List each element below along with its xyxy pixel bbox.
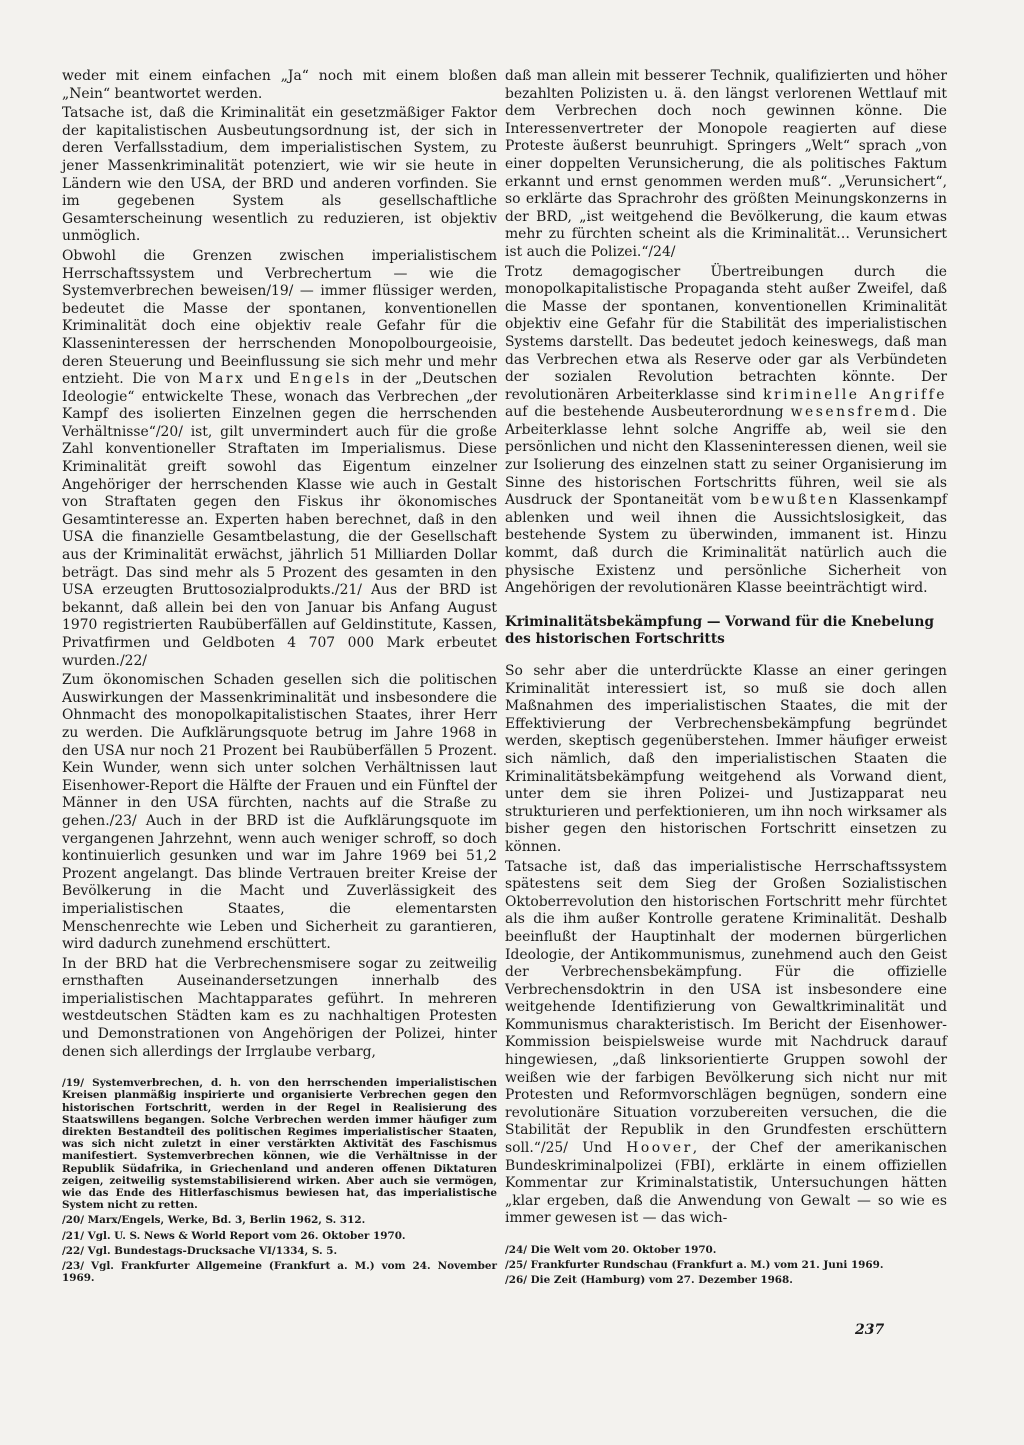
footnote-25: /25/ Frankfurter Rundschau (Frankfurt a. M.) vom 21. Juni 1969. (505, 1259, 884, 1272)
section-heading: Kriminalitätsbekämpfung — Vorwand für die Knebelung des historischen Fortschritts (505, 613, 934, 648)
footnote-23: /23/ Vgl. Frankfurter Allgemeine (Frankfurt a. M.) vom 24. November 1969. (62, 1260, 497, 1285)
spaced-wesensfremd: wesensfremd (790, 404, 912, 421)
right-paragraph-1b: auf die bestehende Ausbeuterordnung (505, 404, 784, 421)
name-engels: Engels (289, 371, 353, 388)
right-paragraph-1 (505, 264, 947, 598)
left-paragraph-4: In der BRD hat die Verbrechensmisere sogar zu zeitweilig ernsthaften Auseinandersetzungen innerhalb des imperialistischen Machtapparates geführt. In mehreren westdeutschen Städten kam es zu nachhaltigen Protesten und Demonstrationen von Angehörigen der Polizei, hinter denen sich allerdings der Irrglaube verbarg, (62, 955, 497, 1060)
right-footnotes (505, 1244, 947, 1287)
right-paragraph-0: daß man allein mit besserer Technik, qualifizierten und höher bezahlten Polizisten u. ä. den längst verlorenen Wettlauf mit dem Verbrechen doch noch gewinnen könne. Die Interessenvertreter der Monopole reagierten auf diese Proteste äußerst beunruhigt. Springers „Welt“ sprach „von einer doppelten Verunsicherung, die als politisches Faktum erkannt und ernst genommen werden muß“. „Verunsichert“, so erklärte das Sprachrohr des größten Meinungskonzerns in der BRD, „ist weitgehend die Bevölkerung, die kaum etwas mehr zu fürchten scheint als die Kriminalität… Verunsichert ist auch die Polizei.“/24/ (505, 68, 947, 260)
spaced-kriminelle: kriminelle Angriffe (763, 386, 947, 403)
left-paragraph-3: Zum ökonomischen Schaden gesellen sich die politischen Auswirkungen der Massenkriminalität und insbesondere die Ohnmacht des monopolkapitalistischen Staates, ihrer Herr zu werden. Die Aufklärungsquote betrug im Jahre 1968 in den USA nur noch 21 Prozent bei Raubüberfällen 5 Prozent. Kein Wunder, wenn sich unter solchen Verhältnissen laut Eisenhower-Report die Hälfte der Frauen und ein Fünftel der Männer in den USA fürchten, nachts auf die Straße zu gehen./23/ Auch in der BRD ist die Aufklärungsquote im vergangenen Jahrzehnt, wenn auch weniger schroff, so doch kontinuierlich gesunken und war im Jahre 1969 bei 51,2 Prozent angelangt. Das blinde Vertrauen breiter Kreise der Bevölkerung in die Macht und Zuverlässigkeit des imperialistischen Staates, die elementarsten Menschenrechte wie Leben und Sicherheit zu garantieren, wird dadurch zunehmend erschüttert. (62, 672, 497, 953)
footnote-26: /26/ Die Zeit (Hamburg) vom 27. Dezember 1968. (505, 1274, 793, 1287)
left-paragraph-0: weder mit einem einfachen „Ja“ noch mit einem bloßen „Nein“ beantwortet werden. (62, 68, 497, 102)
spaced-bewussten: bewußten (749, 492, 840, 509)
word-und: und (253, 371, 281, 388)
right-column (505, 68, 947, 1290)
right-paragraph-3a: Tatsache ist, daß das imperialistische Herrschaftssystem spätestens seit dem Sieg der Großen Sozialistischen Oktoberrevolution den historischen Fortschritt mehr fürchtet als die ihm außer Kontrolle geratene Kriminalität. Deshalb beeinflußt der Hauptinhalt der modernen bürgerlichen Ideologie, der Antikommunismus, zunehmend auch den Geist der Verbrechensbekämpfung. Für die offizielle Verbrechensdoktrin in den USA ist insbesondere eine weitgehende Identifizierung von Gewaltkriminalität und Kommunismus charakteristisch. Im Bericht der Eisenhower-Kommission beispielsweise wurde mit Nachdruck darauf hingewiesen, „daß linksorientierte Gruppen sowohl der weißen wie der farbigen Bevölkerung sich nicht nur mit Protesten und Reformvorschlägen begnügen, sondern eine revolutionäre Situation vorzubereiten versuchen, die die Stabilität der Republik in den Grundfesten erschüttern soll.“/25/ Und (505, 858, 947, 1157)
right-paragraph-1c: . Die Arbeiterklasse lehnt solche Angriffe ab, weil sie den persönlichen und nicht den Klasseninteressen dienen, weil sie zur Isolierung des einzelnen statt zu seiner Organisierung im Sinne des historischen Fortschritts führen, weil sie als Ausdruck der Spontaneität vom (505, 404, 947, 509)
left-paragraph-2 (62, 248, 497, 670)
left-paragraph-2a: Obwohl die Grenzen zwischen imperialistischem Herrschaftssystem und Verbrechertum — wie die Systemverbrechen beweisen/19/ — immer flüssiger werden, bedeutet die Masse der spontanen, konventionellen Kriminalität doch eine objektiv reale Gefahr für die Klasseninteressen der herrschenden Monopolbourgeoisie, deren Steuerung und Beeinflussung sie sich mehr und mehr entzieht. Die von (62, 247, 497, 388)
right-paragraph-1d: Klassenkampf ablenken und weil ihnen die Aussichtslosigkeit, das bestehende System zu überwinden, immanent ist. Hinzu kommt, daß durch die Kriminalität natürlich auch die physische Existenz und persönliche Sicherheit von Angehörigen der revolutionären Klasse beeinträchtigt wird. (505, 492, 947, 597)
left-paragraph-1: Tatsache ist, daß die Kriminalität ein gesetzmäßiger Faktor der kapitalistischen Ausbeutungsordnung ist, der sich in deren Verfallsstadium, dem imperialistischen System, zu jener Massenkriminalität potenziert, wie wir sie heute in Ländern wie den USA, der BRD und anderen vorfinden. Sie im gegebenen System als gesellschaftliche Gesamterscheinung wesentlich zu reduzieren, ist objektiv unmöglich. (62, 105, 497, 245)
left-paragraph-2b: in der „Deutschen Ideologie“ entwickelte These, wonach das Verbrechen „der Kampf des isolierten Einzelnen gegen die herrschenden Verhältnisse“/20/ ist, gilt unvermindert auch für die große Zahl konventioneller Straftaten im Imperialismus. Diese Kriminalität greift sowohl das Eigentum einzelner Angehöriger der herrschenden Klasse wie auch in Gestalt von Straftaten gegen den Fiskus ihr ökonomisches Gesamtinteresse an. Experten haben berechnet, daß in den USA die finanzielle Gesamtbelastung, die der Gesellschaft aus der Kriminalität erwächst, jährlich 51 Milliarden Dollar beträgt. Das sind mehr als 5 Prozent des gesamten in den USA erzeugten Bruttosozialprodukts./21/ Aus der BRD ist bekannt, daß allein bei den von Januar bis Anfang August 1970 registrierten Raubüberfällen auf Geldinstitute, Kassen, Privatfirmen und Geldboten 4 707 000 Mark erbeutet wurden./22/ (62, 371, 498, 669)
name-hoover: Hoover (626, 1140, 693, 1157)
footnote-24: /24/ Die Welt vom 20. Oktober 1970. (505, 1244, 717, 1256)
footnote-20: /20/ Marx/Engels, Werke, Bd. 3, Berlin 1962, S. 312. (62, 1214, 366, 1227)
right-paragraph-1a: Trotz demagogischer Übertreibungen durch die monopolkapitalistische Propaganda steht außer Zweifel, daß die Masse der spontanen, konventionellen Kriminalität objektiv eine Gefahr für die Stabilität des imperialistischen Systems darstellt. Das bedeutet jedoch keineswegs, daß man das Verbrechen etwa als Reserve oder gar als Verbündeten der sozialen Revolution betrachten könnte. Der revolutionären Arbeiterklasse sind (505, 263, 947, 403)
right-paragraph-2: So sehr aber die unterdrückte Klasse an einer geringen Kriminalität interessiert ist, so muß sie doch allen Maßnahmen des imperialistischen Staates, die mit der Effektivierung der Verbrechensbekämpfung begründet werden, skeptisch gegenüberstehen. Immer häufiger erweist sich nämlich, daß den imperialistischen Staaten die Kriminalitätsbekämpfung weitgehend als Vorwand dient, unter dem sie ihren Polizei- und Justizapparat neu strukturieren und perfektionieren, um ihn noch wirksamer als bisher gegen den historischen Fortschritt einsetzen zu können. (505, 663, 947, 855)
name-marx: Marx (198, 371, 246, 388)
left-column (62, 68, 497, 1288)
footnote-22: /22/ Vgl. Bundestags-Drucksache VI/1334, S. 5. (62, 1244, 338, 1257)
page-number: 237 (855, 1322, 885, 1338)
footnote-21: /21/ Vgl. U. S. News & World Report vom 26. Oktober 1970. (62, 1229, 406, 1242)
left-footnotes (62, 1077, 497, 1284)
footnote-19: /19/ Systemverbrechen, d. h. von den herrschenden imperialistischen Kreisen planmäßig inspirierte und organisierte Verbrechen gegen den historischen Fortschritt, werden in der Regel in Realisierung des Staatswillens begangen. Solche Verbrechen werden immer häufiger zum direkten Bestandteil des politischen Regimes imperialistischer Staaten, was sich nicht zuletzt in einer verstärkten Aktivität des Faschismus manifestiert. Systemverbrechen können, wie die Verhältnisse in der Republik Südafrika, in Griechenland und anderen offenen Diktaturen zeigen, zeitweilig systemstabilisierend wirken. Aber auch sie vermögen, wie das Ende des Hitlerfaschismus bewiesen hat, das imperialistische System nicht zu retten. (62, 1077, 497, 1212)
right-paragraph-3b: , der Chef der amerikanischen Bundeskriminalpolizei (FBI), erklärte in einem offiziellen Kommentar zur Kriminalstatistik, Untersuchungen hätten „klar ergeben, daß die Anwendung von Gewalt — so wie es immer gewesen ist — das wich- (505, 1140, 948, 1227)
right-paragraph-3 (505, 859, 947, 1228)
